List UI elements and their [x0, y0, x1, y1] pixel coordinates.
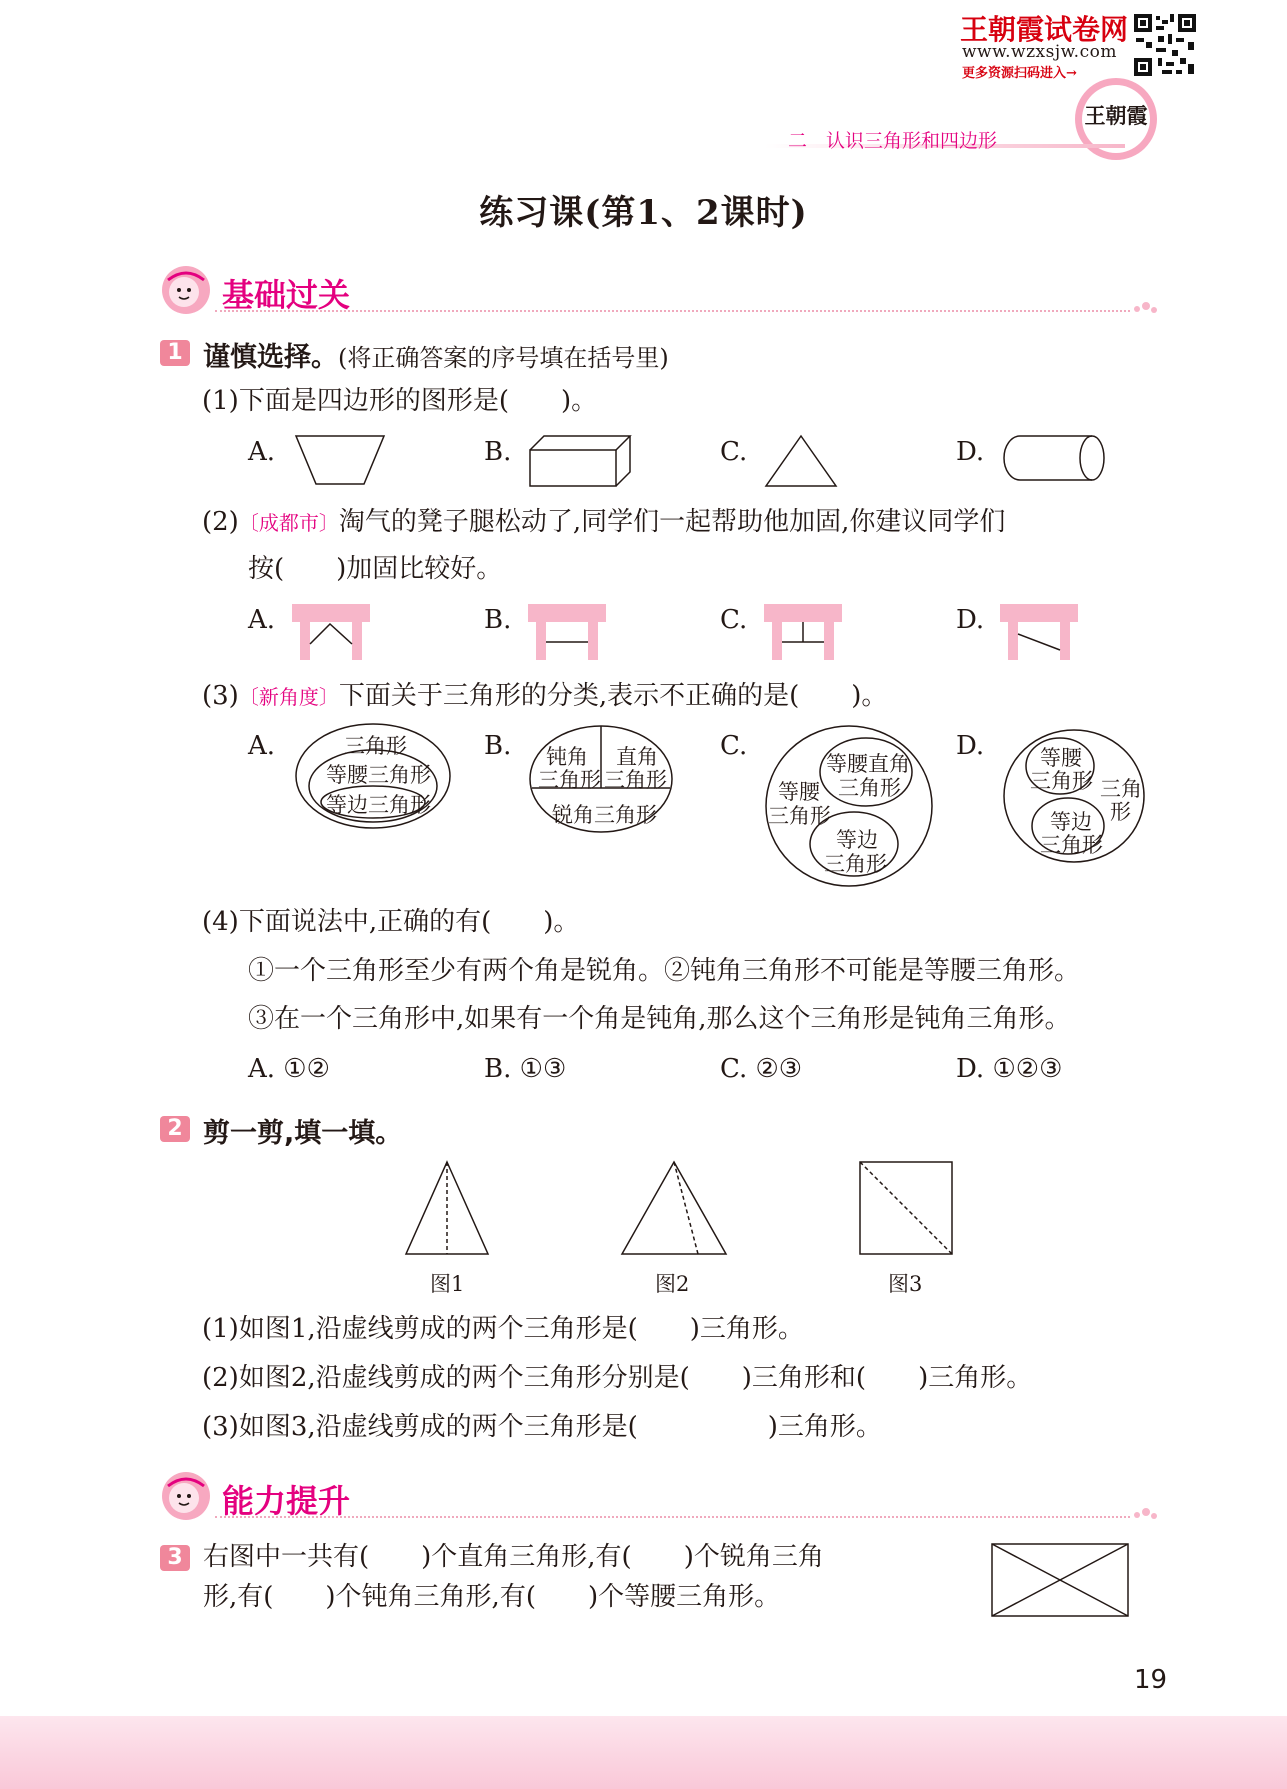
q1-part2-line2: 按( )加固比较好。 — [248, 554, 503, 584]
figure-1-caption: 图1 — [430, 1272, 465, 1296]
q1-p4-option-d[interactable]: D. ①②③ — [956, 1054, 1063, 1084]
q1-head-text: 谨慎选择。 — [203, 342, 338, 373]
mascot-icon — [160, 264, 212, 316]
q3-line-1: 右图中一共有( )个直角三角形,有( )个锐角三角 — [203, 1542, 824, 1572]
question-number-badge: 1 — [160, 340, 190, 366]
triangle-figure — [762, 432, 840, 490]
label-equilateral: 等边三角形 — [326, 793, 431, 817]
label-isosceles-d: 等腰 — [1040, 746, 1082, 770]
source-tag: 〔成都市〕 — [238, 511, 339, 535]
logo-text: 王朝霞 — [1084, 103, 1148, 128]
q1-p3-option-a[interactable]: A. — [248, 731, 276, 761]
label-triangle: 三角形 — [344, 734, 407, 758]
pie-diagram-b — [528, 724, 674, 834]
chapter-label: 二 认识三角形和四边形 — [788, 130, 998, 152]
q1-p2-option-b[interactable]: B. — [484, 605, 512, 635]
site-url[interactable]: www.wzxsjw.com — [962, 42, 1117, 62]
label-obtuse: 钝角 — [546, 745, 588, 769]
label-equilateral-c: 等边 — [836, 828, 878, 852]
q1-p4-statement-2: ③在一个三角形中,如果有一个角是钝角,那么这个三角形是钝角三角形。 — [248, 1004, 1071, 1034]
venn-diagram-a — [294, 722, 452, 830]
more-resources-text: 更多资源扫码进入→ — [962, 66, 1077, 81]
q1-p4-option-b[interactable]: B. ①③ — [484, 1054, 567, 1084]
q1-part1-text: (1)下面是四边形的图形是( )。 — [202, 386, 598, 416]
section-divider — [215, 1516, 1130, 1518]
section-basic-title: 基础过关 — [222, 276, 351, 314]
label-isosceles-d-2: 三角形 — [1030, 769, 1093, 793]
stool-figure-d — [1000, 602, 1078, 662]
label-triangle-d-2: 形 — [1110, 800, 1131, 824]
q1-p2-option-c[interactable]: C. — [720, 605, 748, 635]
question-number-badge: 2 — [160, 1116, 190, 1142]
mascot-icon — [160, 1470, 212, 1522]
new-angle-tag: 〔新角度〕 — [238, 685, 339, 709]
q1-note: (将正确答案的序号填在括号里) — [338, 344, 669, 372]
q1-p3-option-c[interactable]: C. — [720, 731, 748, 761]
q1-p2-option-a[interactable]: A. — [248, 605, 276, 635]
q2-line-1: (1)如图1,沿虚线剪成的两个三角形是( )三角形。 — [202, 1314, 804, 1344]
label-equilateral-d-2: 三角形 — [1040, 833, 1103, 857]
label-isosceles-c-2: 三角形 — [768, 804, 831, 828]
q1-p4-statement-1: ①一个三角形至少有两个角是锐角。②钝角三角形不可能是等腰三角形。 — [248, 956, 1081, 986]
q1-p4-option-a[interactable]: A. ①② — [248, 1054, 330, 1084]
q1-p2-option-d[interactable]: D. — [956, 605, 985, 635]
stool-figure-c — [764, 602, 842, 662]
figure-1-isosceles — [404, 1160, 490, 1256]
q1-part4-text: (4)下面说法中,正确的有( )。 — [202, 907, 580, 937]
label-equilateral-d: 等边 — [1050, 810, 1092, 834]
q2-line-2: (2)如图2,沿虚线剪成的两个三角形分别是( )三角形和( )三角形。 — [202, 1363, 1033, 1393]
q1-part3-text — [202, 680, 887, 713]
section-divider — [215, 310, 1130, 312]
q1-p1-option-a[interactable]: A. — [248, 437, 276, 467]
label-equilateral-c-2: 三角形 — [824, 852, 887, 876]
q2-line-3: (3)如图3,沿虚线剪成的两个三角形是( )三角形。 — [202, 1412, 882, 1442]
label-triangle-d: 三角 — [1100, 777, 1142, 801]
q1-p3-option-d[interactable]: D. — [956, 731, 985, 761]
label-right: 直角 — [616, 745, 658, 769]
figure-3-caption: 图3 — [888, 1272, 923, 1296]
q1-p3-prefix: (3) — [202, 681, 239, 711]
section-advanced-title: 能力提升 — [222, 1482, 351, 1520]
question-number-badge: 3 — [160, 1545, 190, 1571]
dots-icon — [1132, 1506, 1158, 1522]
figure-2-triangle — [620, 1160, 728, 1256]
label-obtuse-2: 三角形 — [538, 768, 601, 792]
label-isosceles-right: 等腰直角 — [826, 752, 910, 776]
circle-diagram-c — [764, 724, 934, 888]
stool-figure-b — [528, 602, 606, 662]
label-acute: 锐角三角形 — [552, 803, 657, 827]
label-isosceles-right-2: 三角形 — [838, 776, 901, 800]
footer-band — [0, 1716, 1287, 1789]
q1-p3-question: 下面关于三角形的分类,表示不正确的是( )。 — [338, 681, 888, 711]
q2-heading: 剪一剪,填一填。 — [203, 1118, 403, 1149]
page-number: 19 — [1134, 1665, 1168, 1695]
cuboid-figure — [526, 432, 638, 490]
label-isosceles: 等腰三角形 — [326, 763, 431, 787]
q1-p1-option-c[interactable]: C. — [720, 437, 748, 467]
rectangle-diagonals-figure — [990, 1542, 1130, 1618]
q1-p1-option-d[interactable]: D. — [956, 437, 985, 467]
label-isosceles-c: 等腰 — [778, 780, 820, 804]
cylinder-figure — [1000, 432, 1108, 484]
q1-p2-line1-text: 淘气的凳子腿松动了,同学们一起帮助他加固,你建议同学们 — [338, 507, 1006, 537]
q1-p4-option-c[interactable]: C. ②③ — [720, 1054, 803, 1084]
q1-p2-prefix: (2) — [202, 507, 239, 537]
q1-heading — [203, 335, 669, 374]
trapezoid-figure — [292, 432, 388, 488]
page-title: 练习课(第1、2课时) — [479, 193, 808, 233]
figure-2-caption: 图2 — [655, 1272, 690, 1296]
figure-3-square — [858, 1160, 954, 1256]
q1-part2-line1 — [202, 506, 1005, 539]
q1-p3-option-b[interactable]: B. — [484, 731, 512, 761]
brand-name: 王朝霞试卷网 — [960, 13, 1129, 46]
circle-diagram-d — [1002, 728, 1146, 864]
stool-figure-a — [292, 602, 370, 662]
q1-p1-option-b[interactable]: B. — [484, 437, 512, 467]
label-right-2: 三角形 — [604, 768, 667, 792]
qr-code-icon[interactable] — [1132, 12, 1198, 78]
dots-icon — [1132, 300, 1158, 316]
q3-line-2: 形,有( )个钝角三角形,有( )个等腰三角形。 — [203, 1582, 781, 1612]
